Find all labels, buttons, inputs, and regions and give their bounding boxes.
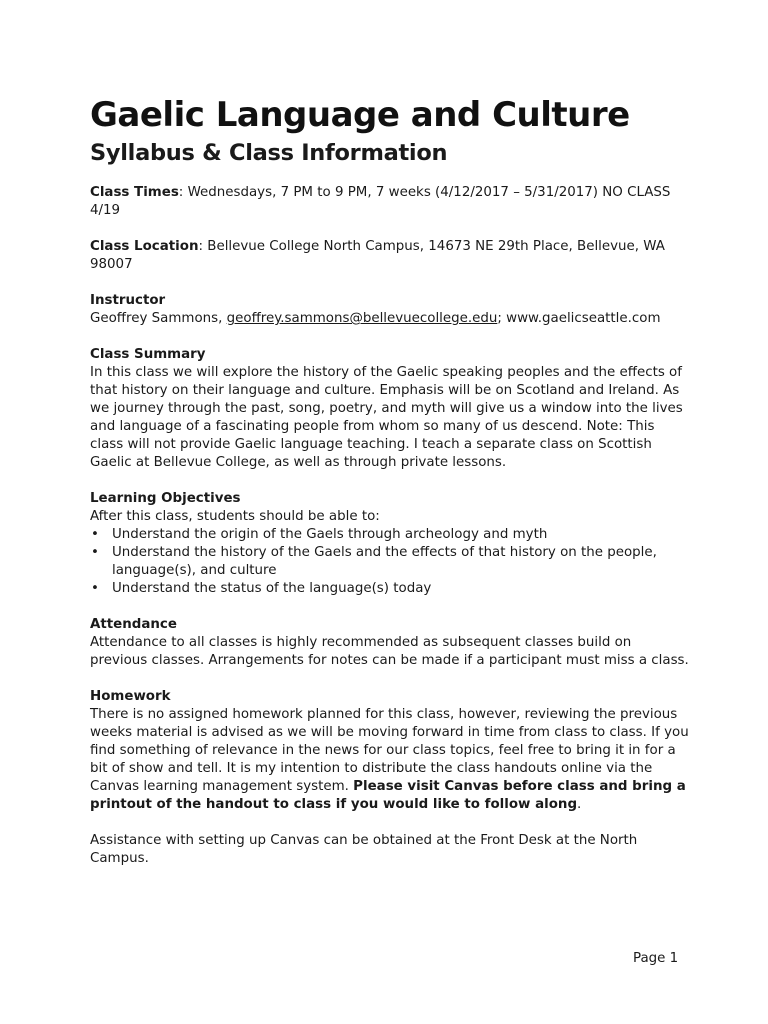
homework-emphasis: Please visit Canvas before class and bring a printout of the handout to class if you would like to follow along [90, 779, 686, 812]
instructor-name: Geoffrey Sammons, [90, 311, 227, 326]
class-location-label: Class Location [90, 239, 199, 254]
homework-end: . [577, 797, 582, 812]
class-summary-heading: Class Summary [90, 347, 206, 362]
class-times-value: : Wednesdays, 7 PM to 9 PM, 7 weeks (4/12/2017 – 5/31/2017) NO CLASS 4/19 [90, 185, 671, 218]
attendance-text: Attendance to all classes is highly recommended as subsequent classes build on previous classes. Arrangements for notes can be made if a participant must miss a class. [90, 635, 689, 668]
assistance-section [90, 832, 690, 868]
class-times-section [90, 184, 690, 220]
attendance-heading: Attendance [90, 617, 177, 632]
instructor-heading: Instructor [90, 293, 166, 308]
document-page [90, 92, 690, 886]
homework-heading: Homework [90, 689, 171, 704]
class-summary-text: In this class we will explore the history of the Gaelic speaking peoples and the effects of that history on their language and culture. Emphasis will be on Scotland and Ireland. As we journey through the past, song, poetry, and myth will give us a window into the lives and language of a fascinating people from whom so many of us descend. Note: This class will not provide Gaelic language teaching. I teach a separate class on Scottish Gaelic at Bellevue College, as well as through private lessons. [90, 365, 683, 470]
instructor-section [90, 292, 690, 328]
document-title: Gaelic Language and Culture [90, 95, 630, 135]
document-subtitle: Syllabus & Class Information [90, 140, 448, 166]
attendance-section [90, 616, 690, 670]
page-number: Page 1 [633, 951, 679, 966]
class-location-value: : Bellevue College North Campus, 14673 NE 29th Place, Bellevue, WA 98007 [90, 239, 665, 272]
learning-objectives-section [90, 490, 690, 598]
instructor-email-link[interactable]: geoffrey.sammons@bellevuecollege.edu [226, 311, 498, 326]
learning-objectives-heading: Learning Objectives [90, 491, 241, 506]
learning-objectives-intro: After this class, students should be able to: [90, 509, 380, 524]
class-times-label: Class Times [90, 185, 179, 200]
homework-section [90, 688, 690, 814]
assistance-text: Assistance with setting up Canvas can be obtained at the Front Desk at the North Campus. [90, 833, 638, 866]
class-summary-section [90, 346, 690, 472]
learning-objectives-list [90, 526, 690, 598]
list-item: • Understand the status of the language(s) today [112, 580, 690, 598]
class-location-section [90, 238, 690, 274]
instructor-website: ; www.gaelicseattle.com [497, 311, 661, 326]
list-item: • Understand the origin of the Gaels through archeology and myth [112, 526, 690, 544]
list-item: • Understand the history of the Gaels and the effects of that history on the people, language(s), and culture [112, 544, 690, 580]
homework-text: There is no assigned homework planned for this class, however, reviewing the previous weeks material is advised as we will be moving forward in time from class to class. If you find something of relevance in the news for our class topics, feel free to bring it in for a bit of show and tell. It is my intention to distribute the class handouts online via the Canvas learning management system. [90, 707, 689, 794]
